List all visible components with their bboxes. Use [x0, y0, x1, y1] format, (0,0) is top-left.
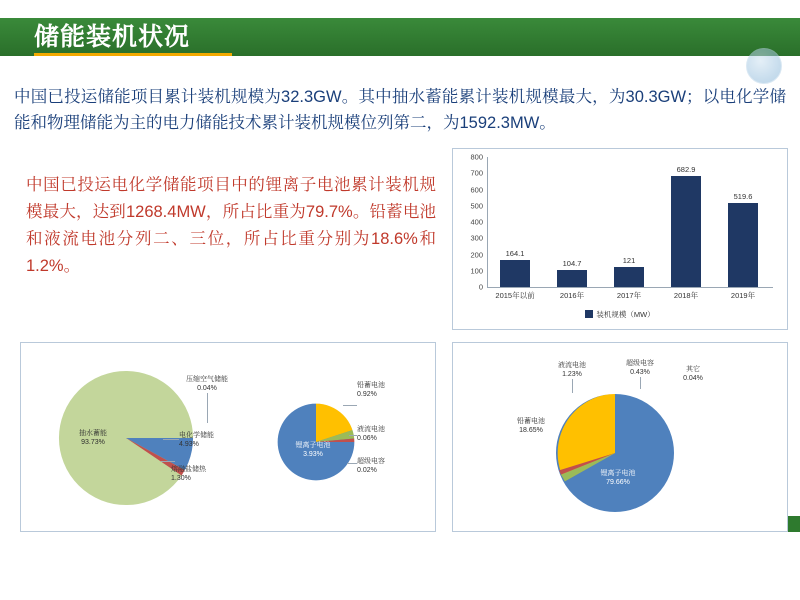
- bar-category-2017: 2017年: [616, 291, 642, 300]
- pie-total-label-electrochemical-pct: 4.93%: [179, 441, 199, 448]
- bar-value-2017: 121: [622, 256, 636, 266]
- bar-ytick-500: 500: [470, 201, 483, 211]
- pie-share-label-flow-name: 液流电池: [558, 362, 586, 369]
- bar-category-2018: 2018年: [673, 291, 699, 300]
- bar-2017[interactable]: [614, 256, 644, 287]
- pie-electrochemical-label-lead-acid-name: 铅蓄电池: [357, 382, 385, 389]
- bar-ytick-300: 300: [470, 233, 483, 243]
- leader-line-molten-salt: [161, 461, 175, 462]
- bar-ytick-700: 700: [470, 168, 483, 178]
- pie-share-label-flow: [541, 361, 603, 379]
- pie-total-label-compressed-air-name: 压缩空气储能: [186, 376, 228, 383]
- bar-ytick-800: 800: [470, 152, 483, 162]
- bar-category-2015: 2015年以前: [495, 291, 535, 300]
- pie-total-label-pumped-hydro-name: 抽水蓄能: [79, 430, 107, 437]
- bar-category-2019: 2019年: [730, 291, 756, 300]
- pie-total-label-pumped-hydro: [61, 429, 125, 447]
- pie-total-label-compressed-air: [173, 375, 241, 393]
- pie-total-label-molten-salt: [171, 465, 237, 483]
- bar-category-2016: 2016年: [559, 291, 585, 300]
- pie-share-label-other: [667, 365, 719, 383]
- bar-2018[interactable]: [671, 165, 701, 287]
- pie-electrochemical-label-lead-acid-pct: 0.92%: [357, 391, 377, 398]
- pie-share-label-other-pct: 0.04%: [683, 375, 703, 382]
- logo-badge-icon: [746, 48, 782, 84]
- bar-value-2016: 104.7: [562, 259, 582, 268]
- pie-share-label-supercap-pct: 0.43%: [630, 369, 650, 376]
- bar-ytick-400: 400: [470, 217, 483, 227]
- leader-line-electrochemical: [163, 439, 179, 440]
- pie-share-label-lithium: [585, 469, 651, 487]
- bar-chart-plot: [470, 152, 773, 300]
- pie-electrochemical-label-supercap-pct: 0.02%: [357, 467, 377, 474]
- leader-line-supercap: [347, 463, 357, 464]
- bar-value-2015: 164.1: [505, 249, 525, 259]
- bar-2015[interactable]: [500, 249, 530, 287]
- leader-line-compressed-air: [207, 393, 208, 423]
- pie-electrochemical-label-lithium-name: 锂离子电池: [295, 442, 331, 449]
- bar-chart-panel: [452, 148, 788, 330]
- pie-share-label-supercap-name: 超级电容: [626, 360, 654, 367]
- pie-electrochemical-label-supercap: [357, 457, 427, 475]
- legend-swatch-icon: [585, 310, 593, 318]
- pie-battery-share-panel: [452, 342, 788, 532]
- bar-ytick-100: 100: [470, 266, 483, 276]
- bar-ytick-600: 600: [470, 185, 483, 194]
- bar-ytick-0: 0: [478, 282, 483, 292]
- pie-share-label-lithium-pct: 79.66%: [606, 479, 630, 486]
- leader-line-flow: [349, 435, 357, 436]
- pie-total-label-molten-salt-pct: 1.30%: [171, 475, 191, 482]
- bar-2016[interactable]: [557, 259, 587, 287]
- pie-total-label-compressed-air-pct: 0.04%: [197, 385, 217, 392]
- pie-electrochemical-label-flow: [357, 425, 427, 443]
- page-title: 储能装机状况: [34, 23, 191, 51]
- pie-electrochemical-label-flow-name: 液流电池: [357, 426, 385, 433]
- pie-share-label-lead-acid-pct: 18.65%: [519, 427, 543, 434]
- pie-share-label-lead-acid-name: 铅蓄电池: [517, 418, 545, 425]
- title-underline: [34, 53, 232, 56]
- bar-value-2019: 519.6: [733, 191, 753, 201]
- leader-line-share-flow: [572, 379, 573, 393]
- bar-ytick-200: 200: [470, 250, 483, 259]
- paragraph-highlight: 中国已投运电化学储能项目中的锂离子电池累计装机规模最大，达到1268.4MW，所占比重为79.7%。铅蓄电池和液流电池分列二、三位，所占比重分别为18.6%和1.2%。: [26, 176, 436, 275]
- bar-2019[interactable]: [728, 191, 758, 287]
- pie-share-label-lead-acid: [501, 417, 561, 435]
- bar-chart-legend: [453, 309, 787, 320]
- paragraph-main: 中国已投运储能项目累计装机规模为32.3GW。其中抽水蓄能累计装机规模最大，为30.3GW；以电化学储能和物理储能为主的电力储能技术累计装机规模位列第二，为1592.3MW。: [14, 88, 786, 132]
- bar-value-2018: 682.9: [676, 165, 696, 174]
- pie-total-label-electrochemical-name: 电化学储能: [179, 432, 214, 439]
- pie-total-label-pumped-hydro-pct: 93.73%: [81, 439, 105, 446]
- pie-battery-share-chart[interactable]: [549, 387, 681, 519]
- pie-total-panel: [20, 342, 436, 532]
- bar-x-axis: [487, 287, 773, 288]
- bottom-strip: [0, 590, 800, 600]
- pie-share-label-flow-pct: 1.23%: [562, 371, 582, 378]
- pie-share-label-other-name: 其它: [686, 366, 700, 373]
- pie-total-label-electrochemical: [179, 431, 243, 449]
- pie-electrochemical-label-lead-acid: [357, 381, 427, 399]
- pie-electrochemical-label-flow-pct: 0.06%: [357, 435, 377, 442]
- pie-share-label-supercap: [611, 359, 669, 377]
- pie-total-label-molten-salt-name: 熔融盐储热: [171, 466, 206, 473]
- bar-legend-label: 装机规模（MW）: [596, 310, 655, 319]
- pie-share-label-lithium-name: 锂离子电池: [600, 470, 636, 477]
- pie-electrochemical-label-lithium-pct: 3.93%: [303, 451, 323, 458]
- bar-y-axis: [487, 157, 488, 287]
- leader-line-share-supercap: [640, 377, 641, 389]
- pie-electrochemical-label-lithium: [275, 441, 351, 459]
- pie-electrochemical-label-supercap-name: 超级电容: [357, 458, 385, 465]
- leader-line-lead-acid: [343, 405, 357, 406]
